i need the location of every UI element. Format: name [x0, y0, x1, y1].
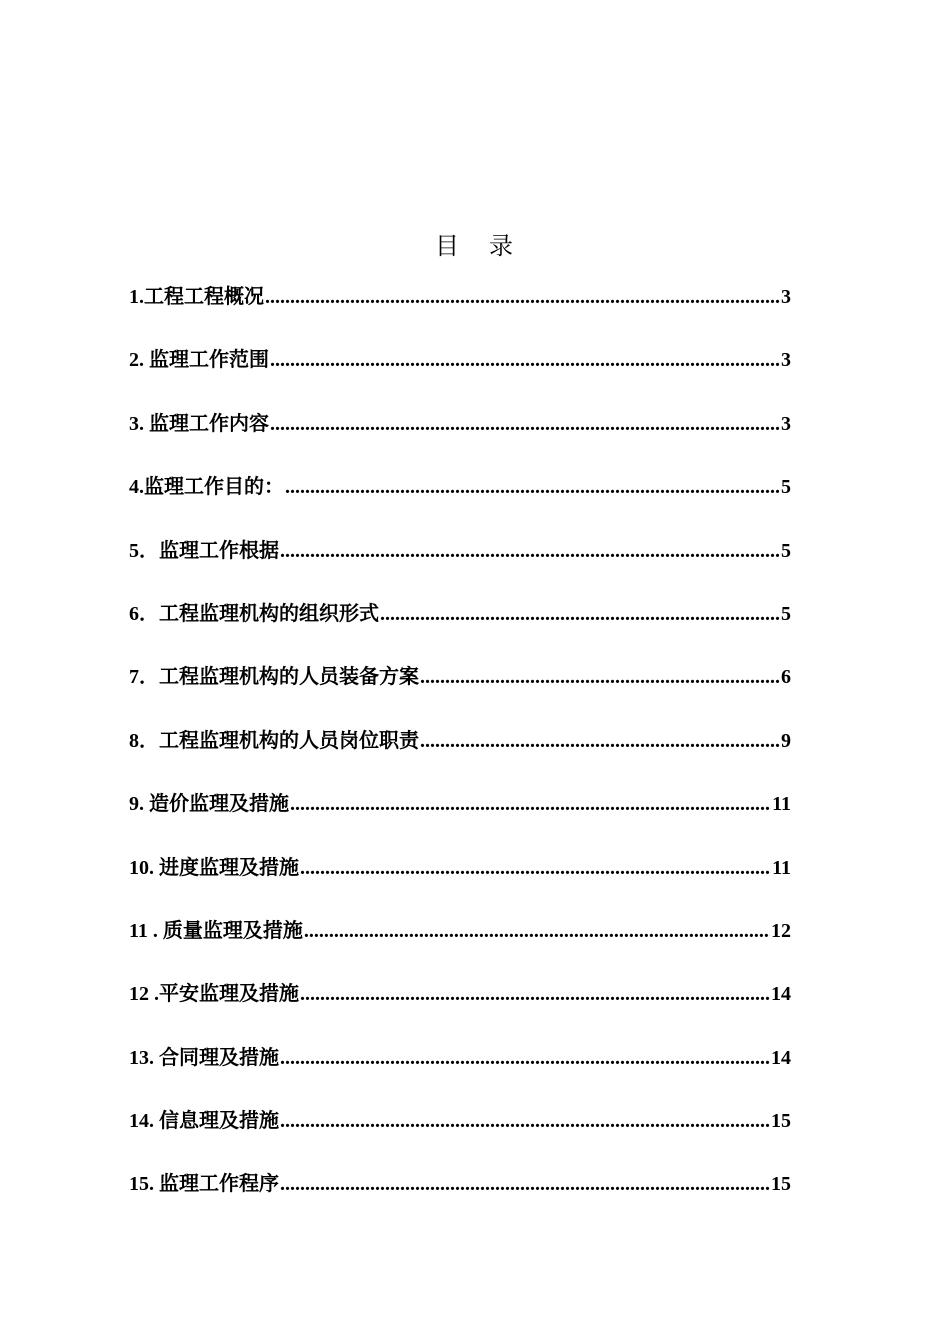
- toc-entry-label: 1.工程工程概况: [129, 286, 264, 308]
- toc-entry[interactable]: [129, 851, 791, 914]
- toc-entry-page: 3: [781, 286, 791, 308]
- toc-entry[interactable]: [129, 914, 791, 977]
- toc-dot-leader: [420, 660, 780, 694]
- toc-entry[interactable]: [129, 1167, 791, 1230]
- toc-entry-label: 15. 监理工作程序: [129, 1173, 279, 1196]
- toc-entry-page: 9: [781, 729, 791, 752]
- toc-dot-leader: [280, 534, 780, 568]
- toc-entry-label: 13. 合同理及措施: [129, 1046, 279, 1069]
- toc-entry[interactable]: [129, 787, 791, 850]
- toc-entry-page: 5: [781, 476, 791, 499]
- toc-entry-page: 14: [771, 1046, 791, 1069]
- toc-dot-leader: [280, 1104, 770, 1138]
- toc-list: [129, 280, 791, 1231]
- toc-dot-leader: [270, 407, 780, 441]
- toc-entry-label: 5．监理工作根据: [129, 539, 279, 562]
- toc-entry[interactable]: [129, 534, 791, 597]
- toc-dot-leader: [300, 851, 771, 885]
- toc-entry-page: 5: [781, 602, 791, 625]
- toc-entry-label: 4.监理工作目的：: [129, 476, 284, 499]
- toc-dot-leader: [265, 280, 780, 314]
- toc-dot-leader: [270, 343, 780, 377]
- toc-entry-label: 14. 信息理及措施: [129, 1110, 279, 1133]
- toc-entry-page: 11: [772, 856, 791, 879]
- toc-entry-label: 11 . 质量监理及措施: [129, 919, 303, 942]
- toc-entry[interactable]: [129, 1104, 791, 1167]
- toc-title: 目录: [435, 234, 543, 260]
- toc-entry-page: 14: [771, 983, 791, 1006]
- toc-entry-page: 3: [781, 412, 791, 435]
- toc-entry-page: 15: [771, 1110, 791, 1133]
- toc-entry-label: 3. 监理工作内容: [129, 412, 269, 435]
- toc-dot-leader: [280, 1167, 770, 1201]
- toc-entry-page: 12: [771, 919, 791, 942]
- toc-entry-page: 3: [781, 349, 791, 372]
- toc-entry-page: 11: [772, 793, 791, 816]
- toc-entry-page: 5: [781, 539, 791, 562]
- toc-entry[interactable]: [129, 724, 791, 787]
- toc-dot-leader: [280, 1041, 770, 1075]
- toc-entry-label: 10. 进度监理及措施: [129, 856, 299, 879]
- toc-entry-label: 2. 监理工作范围: [129, 349, 269, 372]
- toc-dot-leader: [420, 724, 780, 758]
- toc-entry-label: 8．工程监理机构的人员岗位职责: [129, 729, 419, 752]
- toc-entry[interactable]: [129, 597, 791, 660]
- toc-entry[interactable]: [129, 470, 791, 533]
- toc-entry-label: 7．工程监理机构的人员装备方案: [129, 666, 419, 689]
- toc-dot-leader: [285, 470, 780, 504]
- toc-dot-leader: [300, 977, 770, 1011]
- toc-entry[interactable]: [129, 660, 791, 723]
- toc-entry-page: 15: [771, 1173, 791, 1196]
- toc-entry-label: 9. 造价监理及措施: [129, 793, 289, 816]
- toc-entry[interactable]: [129, 280, 791, 343]
- toc-entry[interactable]: [129, 407, 791, 470]
- toc-dot-leader: [380, 597, 780, 631]
- toc-dot-leader: [290, 787, 771, 821]
- toc-entry[interactable]: [129, 343, 791, 406]
- toc-entry[interactable]: [129, 977, 791, 1040]
- toc-entry[interactable]: [129, 1041, 791, 1104]
- toc-entry-label: 6．工程监理机构的组织形式: [129, 602, 379, 625]
- toc-entry-page: 6: [781, 666, 791, 689]
- toc-dot-leader: [304, 914, 770, 948]
- toc-entry-label: 12 .平安监理及措施: [129, 983, 299, 1006]
